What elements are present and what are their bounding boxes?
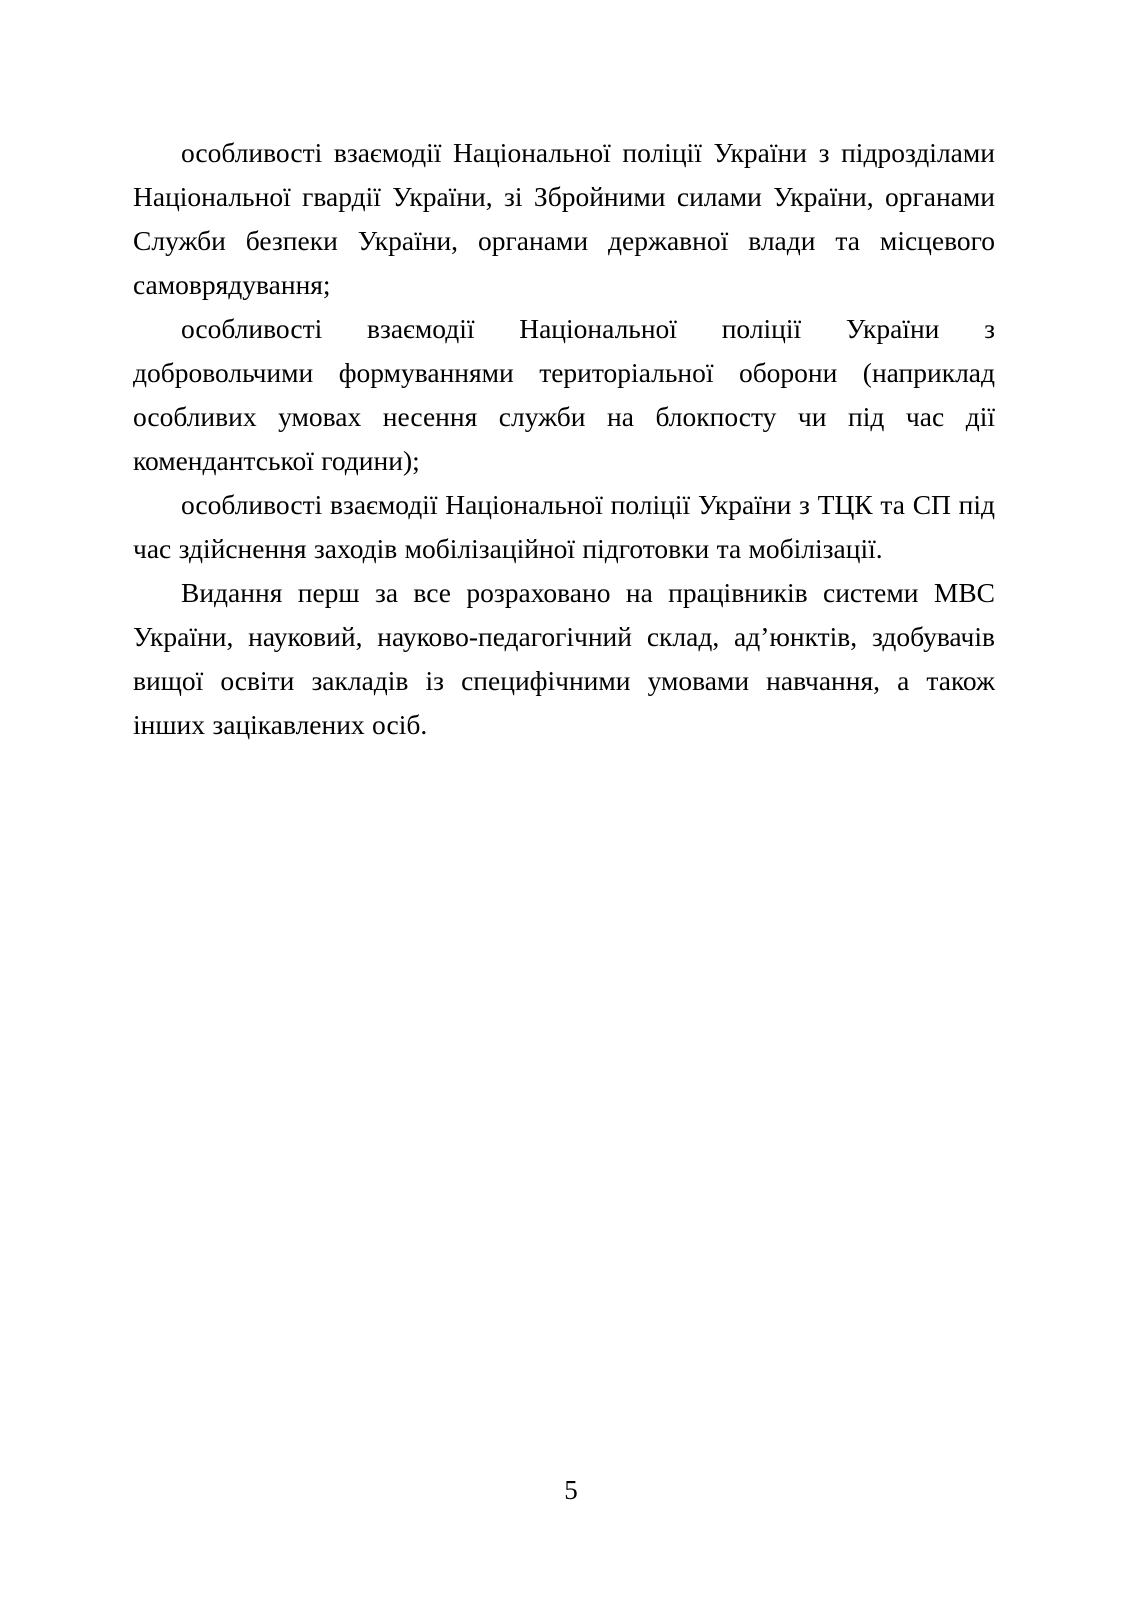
paragraph-2: особливості взаємодії Національної поліції України з добровольчими формуваннями територіальної оборони (наприклад особливих умовах несення служби на блокпосту чи під час дії комендантської години); — [133, 313, 995, 476]
paragraph-4: Видання перш за все розраховано на працівників системи МВС України, науковий, науково-педагогічний склад, ад’юнктів, здобувачів вищої освіти закладів із специфічними умовами навчання, а також інших зацікавлених осіб. — [133, 577, 995, 740]
paragraph-3: особливості взаємодії Національної поліції України з ТЦК та СП під час здійснення заходів мобілізаційної підготовки та мобілізації. — [133, 489, 995, 564]
page-body-text — [133, 131, 995, 747]
page-number: 5 — [564, 1475, 578, 1505]
paragraph-1: особливості взаємодії Національної поліції України з підрозділами Національної гвардії України, зі Збройними силами України, органами Служби безпеки України, органами державної влади та місцевого самоврядування; — [133, 137, 995, 300]
